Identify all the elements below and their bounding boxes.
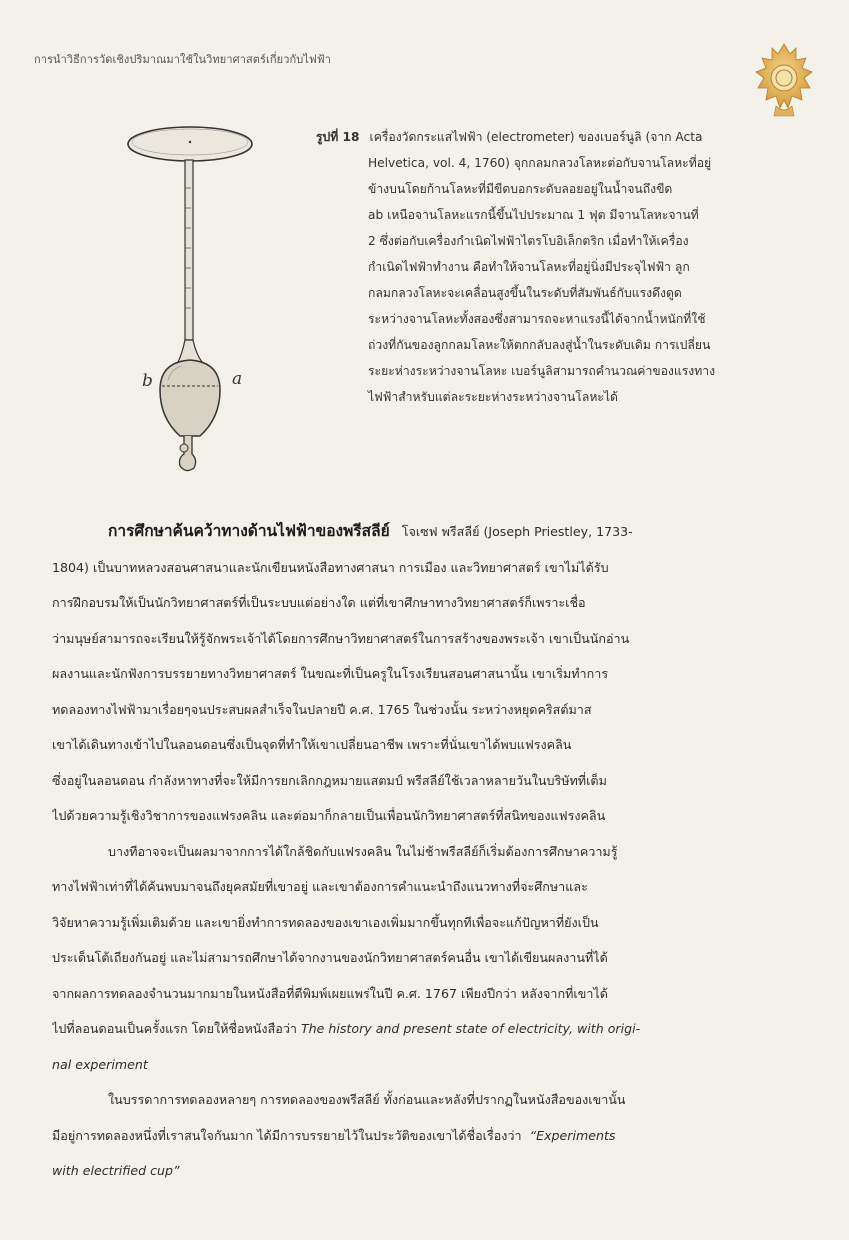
caption-body (370, 124, 703, 150)
figure-letter-a: a (232, 369, 243, 389)
caption-line: กลมกลวงโลหะจะเคลื่อนสูงขึ้นในระดับที่สัมพันธ์กับแรงดึงดูด (368, 286, 682, 300)
paragraph-line (52, 1118, 800, 1154)
paragraph-line: ไปด้วยความรู้เชิงวิชาการของแฟรงคลิน และต่อมาก็กลายเป็นเพื่อนนักวิทยาศาสตร์ที่สนิทของแฟรงคลิน (52, 808, 606, 823)
paragraph-line (52, 1011, 800, 1047)
paragraph-line: ในบรรดาการทดลองหลายๆ การทดลองของพรีสลีย์ ทั้งก่อนและหลังที่ปรากฏในหนังสือของเขานั้น (108, 1092, 626, 1107)
paragraph-line: 1804) เป็นบาทหลวงสอนศาสนาและนักเขียนหนังสือทางศาสนา การเมือง และวิทยาศาสตร์ เขาไม่ได้รับ (52, 559, 609, 575)
experiment-title-continued: with electrified cup” (52, 1163, 180, 1178)
caption-line: กำเนิดไฟฟ้าทำงาน คือทำให้จานโลหะที่อยู่นิ่งมีประจุไฟฟ้า ลูก (368, 260, 690, 274)
caption-line: ไฟฟ้าสำหรับแต่ละระยะห่างระหว่างจานโลหะได้ (368, 390, 618, 404)
electrometer-illustration (120, 118, 280, 478)
book-title-continued: nal experiment (52, 1056, 148, 1072)
paragraph-line: ทางไฟฟ้าเท่าที่ได้ค้นพบมาจนถึงยุคสมัยที่เขาอยู่ และเขาต้องการคำแนะนำถึงแนวทางที่จะศึกษาและ (52, 879, 588, 894)
paragraph-line: บางทีอาจจะเป็นผลมาจากการได้ใกล้ชิดกับแฟรงคลิน ในไม่ช้าพรีสลีย์ก็เริ่มต้องการศึกษาความรู้ (108, 843, 618, 859)
paragraph-line: ว่ามนุษย์สามารถจะเรียนให้รู้จักพระเจ้าได้โดยการศึกษาวิทยาศาสตร์ในการสร้างของพระเจ้า เขาเป็นนักอ่าน (52, 630, 630, 646)
caption-line: ab เหนือจานโลหะแรกนี้ขึ้นไปประมาณ 1 ฟุต มีจานโลหะจานที่ (368, 208, 699, 222)
caption-line: Helvetica, vol. 4, 1760) จุกกลมกลวงโลหะต่อกับจานโลหะที่อยู่ (368, 156, 712, 170)
experiment-title: “Experiments (529, 1127, 616, 1143)
running-header: การนำวิธีการวัดเชิงปริมาณมาใช้ในวิทยาศาสตร์เกี่ยวกับไฟฟ้า (34, 53, 332, 66)
paragraph-line: ผลงานและนักฟังการบรรยายทางวิทยาศาสตร์ ในขณะที่เป็นครูในโรงเรียนสอนศาสนานั้น เขาเริ่มทำการ (52, 666, 609, 681)
book-title: The history and present state of electricity, with origi- (300, 1021, 641, 1036)
caption-line: 2 ซึ่งต่อกับเครื่องกำเนิดไฟฟ้าไตรโบอิเล็กตริก เมื่อทำให้เครื่อง (368, 234, 689, 248)
paragraph-line: เขาได้เดินทางเข้าไปในลอนดอนซึ่งเป็นจุดที่ทำให้เขาเปลี่ยนอาชีพ เพราะที่นั่นเขาได้พบแฟรงคลิน (52, 737, 572, 752)
body-text (52, 514, 800, 1189)
paragraph-line: ซึ่งอยู่ในลอนดอน กำลังหาทางที่จะให้มีการยกเลิกกฎหมายแสตมป์ พรีสลีย์ใช้เวลาหลายวันในบริษัทที่เต็ม (52, 772, 607, 788)
caption-line: ระหว่างจานโลหะทั้งสองซึ่งสามารถจะหาแรงนี้ได้จากน้ำหนักที่ใช้ (368, 312, 706, 326)
paragraph-line: จากผลการทดลองจำนวนมากมายในหนังสือที่ตีพิมพ์เผยแพร่ในปี ค.ศ. 1767 เพียงปีกว่า หลังจากที่เขาได้ (52, 985, 608, 1001)
heading-line-rest: โจเซฟ พรีสลีย์ (Joseph Priestley, 1733- (401, 524, 633, 539)
paragraph-line: ทดลองทางไฟฟ้ามาเรื่อยๆจนประสบผลสำเร็จในปลายปี ค.ศ. 1765 ในช่วงนั้น ระหว่างหยุดคริสต์มาส (52, 701, 592, 717)
paragraph-text: ไปที่ลอนดอนเป็นครั้งแรก โดยให้ชื่อหนังสือว่า (52, 1021, 297, 1036)
figure-letter-b: b (142, 371, 153, 391)
caption-line: ระยะห่างระหว่างจานโลหะ เบอร์นูลิสามารถคำนวณค่าของแรงทาง (368, 364, 716, 378)
caption-line: ข้างบนโดยก้านโลหะที่มีขีดบอกระดับลอยอยู่ในน้ำจนถึงขีด (368, 182, 673, 196)
caption-line: เครื่องวัดกระแสไฟฟ้า (electrometer) ของเบอร์นูลิ (จาก Acta (369, 130, 703, 144)
figure-label: รูปที่ 18 (316, 130, 360, 144)
seal-logo-icon (752, 42, 816, 120)
paragraph-line: วิจัยหาความรู้เพิ่มเติมด้วย และเขายิ่งทำการทดลองของเขาเองเพิ่มมากขึ้นทุกทีเพื่อจะแก้ปัญหาที่ยังเป็น (52, 914, 599, 930)
paragraph-line (52, 514, 800, 550)
paragraph-text: มีอยู่การทดลองหนึ่งที่เราสนใจกันมาก ได้มีการบรรยายไว้ในประวัติของเขาได้ชื่อเรื่องว่า (52, 1127, 522, 1143)
caption-line: ถ่วงที่กันของลูกกลมโลหะให้ตกกลับลงสู่น้ำในระดับเดิม การเปลี่ยน (368, 338, 711, 352)
figure-caption (316, 124, 806, 410)
paragraph-line: การฝึกอบรมให้เป็นนักวิทยาศาสตร์ที่เป็นระบบแต่อย่างใด แต่ที่เขาศึกษาทางวิทยาศาสตร์ก็เพราะเชื่อ (52, 595, 586, 610)
paragraph-line: ประเด็นโต้เถียงกันอยู่ และไม่สามารถศึกษาได้จากงานของนักวิทยาศาสตร์คนอื่น เขาได้เขียนผลงานที่ได้ (52, 950, 608, 965)
section-heading: การศึกษาค้นคว้าทางด้านไฟฟ้าของพรีสลีย์ (108, 522, 390, 540)
